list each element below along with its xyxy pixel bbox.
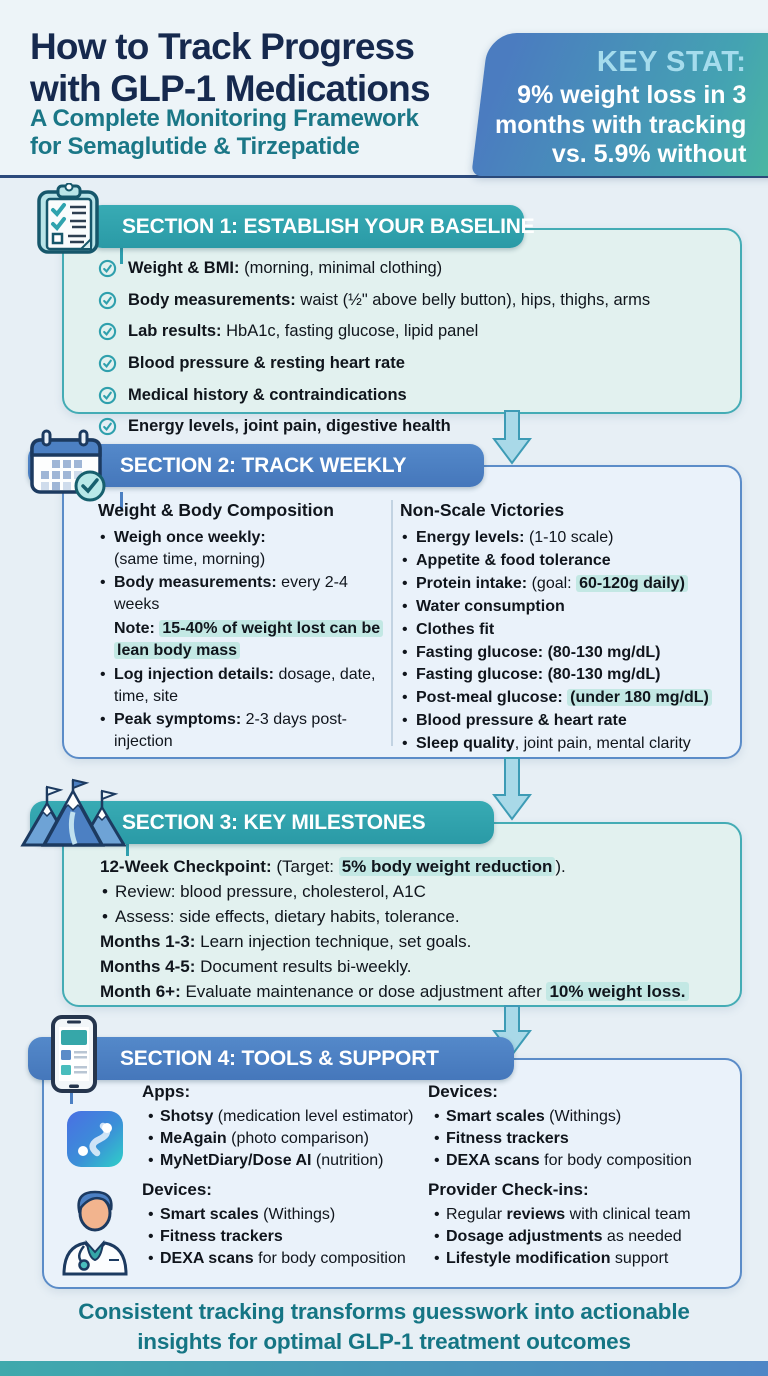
group-heading: Devices:: [142, 1180, 212, 1200]
item-text: Body measurements: waist (½" above belly button), hips, thighs, arms: [128, 290, 651, 309]
milestone-bullet: • Assess: side effects, dietary habits, tolerance.: [100, 906, 710, 927]
list-item: • Body measurements: every 2-4 weeks: [98, 572, 390, 616]
checklist-item: [98, 290, 718, 316]
shotsy-app-icon: [66, 1110, 124, 1168]
column-heading: Weight & Body Composition: [98, 500, 334, 520]
down-arrow-icon: [490, 410, 534, 465]
page-subtitle-line2: for Semaglutide & Tirzepatide: [30, 133, 360, 161]
list-item: • Fitness trackers: [428, 1128, 728, 1150]
group-heading: Devices:: [428, 1082, 498, 1101]
devices-group: [428, 1082, 728, 1171]
section4-left-column: [142, 1082, 428, 1279]
key-stat-line1: 9% weight loss in 3: [517, 81, 747, 109]
milestone-line: 12-Week Checkpoint: (Target: 5% body weight reduction ).: [100, 857, 566, 876]
section2-title: SECTION 2: TRACK WEEKLY: [120, 453, 407, 477]
section1-header: [88, 205, 535, 248]
footer-line1: Consistent tracking transforms guesswork into actionable: [78, 1299, 690, 1324]
list-item: • DEXA scans for body composition: [428, 1150, 728, 1172]
footer-line2: insights for optimal GLP-1 treatment outcomes: [137, 1328, 631, 1354]
column-heading: Non-Scale Victories: [400, 500, 565, 520]
item-text: Blood pressure & resting heart rate: [128, 353, 405, 372]
list-item: • Fasting glucose: (80-130 mg/dL): [400, 642, 730, 664]
checklist-item: [98, 353, 718, 379]
key-stat-content: [480, 33, 768, 170]
highlighted-text: 15-40% of weight lost can be lean body mass: [114, 620, 383, 659]
page-title: [30, 26, 430, 110]
list-item: • Energy levels: (1-10 scale): [400, 527, 730, 549]
highlighted-text: 60-120g daily): [576, 575, 688, 592]
list-item: • Blood pressure & heart rate: [400, 710, 730, 732]
section4-right-column: [428, 1082, 728, 1279]
section2-right-column: [400, 500, 730, 756]
milestone-line: Month 6+: Evaluate maintenance or dose adjustment after 10% weight loss.: [100, 981, 710, 1002]
section3-title: SECTION 3: KEY MILESTONES: [122, 810, 426, 834]
checklist-item: [98, 258, 718, 284]
group-heading: Apps:: [142, 1082, 191, 1101]
milestone-line: Months 1-3: Learn injection technique, set goals.: [100, 932, 472, 952]
milestone-bullet: • Review: blood pressure, cholesterol, A1C: [100, 881, 710, 902]
doctor-icon: [54, 1180, 136, 1276]
list-item: • Sleep quality, joint pain, mental clarity: [400, 733, 730, 755]
checklist-item: [98, 385, 718, 411]
check-circle-icon: [98, 291, 117, 316]
key-stat-line3: vs. 5.9% without: [551, 140, 747, 168]
page-title-line1: How to Track Progress: [30, 26, 415, 67]
bottom-gradient-bar: [0, 1361, 768, 1376]
list-item: • Clothes fit: [400, 619, 730, 641]
list-item: • DEXA scans for body composition: [142, 1248, 428, 1270]
down-arrow-icon: [490, 757, 534, 821]
list-item: • MeAgain (photo comparison): [142, 1128, 428, 1150]
check-circle-icon: [98, 259, 117, 284]
section1-checklist: [98, 258, 718, 448]
key-stat-line2: months with tracking: [494, 110, 747, 139]
list-item: • Smart scales (Withings): [142, 1204, 428, 1226]
section3-content: [100, 856, 710, 1006]
smartphone-icon: [50, 1014, 98, 1094]
list-item: • Appetite & food tolerance: [400, 550, 730, 572]
section4-title: SECTION 4: TOOLS & SUPPORT: [120, 1046, 439, 1070]
highlighted-text: (under 180 mg/dL): [567, 689, 712, 706]
key-stat-callout: [471, 33, 768, 176]
list-item: • Water consumption: [400, 596, 730, 618]
item-text: Medical history & contraindications: [128, 385, 407, 404]
apps-group: [142, 1082, 428, 1171]
check-circle-icon: [98, 386, 117, 411]
list-item: • Regular reviews with clinical team: [428, 1204, 728, 1226]
page-title-line2: with GLP-1 Medications: [30, 68, 430, 110]
list-item: • MyNetDiary/Dose AI (nutrition): [142, 1150, 428, 1172]
check-circle-icon: [98, 354, 117, 379]
group-heading: Provider Check-ins:: [428, 1180, 589, 1200]
list-item: • Fasting glucose: (80-130 mg/dL): [400, 664, 730, 686]
list-item: • Peak symptoms: 2-3 days post-injection: [98, 709, 390, 753]
page-subtitle-line1: A Complete Monitoring Framework: [30, 105, 419, 132]
highlighted-text: 10% weight loss.: [546, 982, 688, 1001]
column-divider: [391, 500, 393, 746]
checklist-item: [98, 321, 718, 347]
mountains-icon: [20, 778, 126, 848]
page-subtitle: [30, 105, 419, 161]
list-item: • Protein intake: (goal: 60-120g daily): [400, 573, 730, 595]
note-callout: Note: 15-40% of weight lost can be lean body mass: [98, 618, 390, 662]
list-item: • Post-meal glucose: (under 180 mg/dL): [400, 687, 730, 709]
key-stat-label: KEY STAT:: [596, 46, 747, 78]
item-text: Lab results: HbA1c, fasting glucose, lipid panel: [128, 322, 479, 341]
highlighted-text: 5% body weight reduction: [339, 857, 556, 876]
list-item: • Weigh once weekly: (same time, morning): [98, 527, 390, 571]
footer-tagline: [0, 1297, 768, 1356]
devices-group: [142, 1180, 428, 1269]
item-text: Energy levels, joint pain, digestive health: [128, 417, 451, 436]
provider-group: [428, 1180, 728, 1269]
section1-title: SECTION 1: ESTABLISH YOUR BASELINE: [122, 214, 535, 238]
checklist-item: [98, 416, 718, 442]
list-item: • Lifestyle modification support: [428, 1248, 728, 1270]
list-item: • Dosage adjustments as needed: [428, 1226, 728, 1248]
item-text: Weight & BMI: (morning, minimal clothing): [128, 259, 443, 277]
list-item: • Shotsy (medication level estimator): [142, 1106, 428, 1128]
section2-left-column: [98, 500, 390, 754]
calendar-icon: [28, 428, 112, 504]
clipboard-icon: [32, 183, 108, 257]
milestone-line: Months 4-5: Document results bi-weekly.: [100, 957, 412, 977]
section4-header: [28, 1037, 514, 1080]
list-item: • Fitness trackers: [142, 1226, 428, 1248]
check-circle-icon: [98, 322, 117, 347]
list-item: • Smart scales (Withings): [428, 1106, 728, 1128]
list-item: • Log injection details: dosage, date, time, site: [98, 664, 390, 708]
